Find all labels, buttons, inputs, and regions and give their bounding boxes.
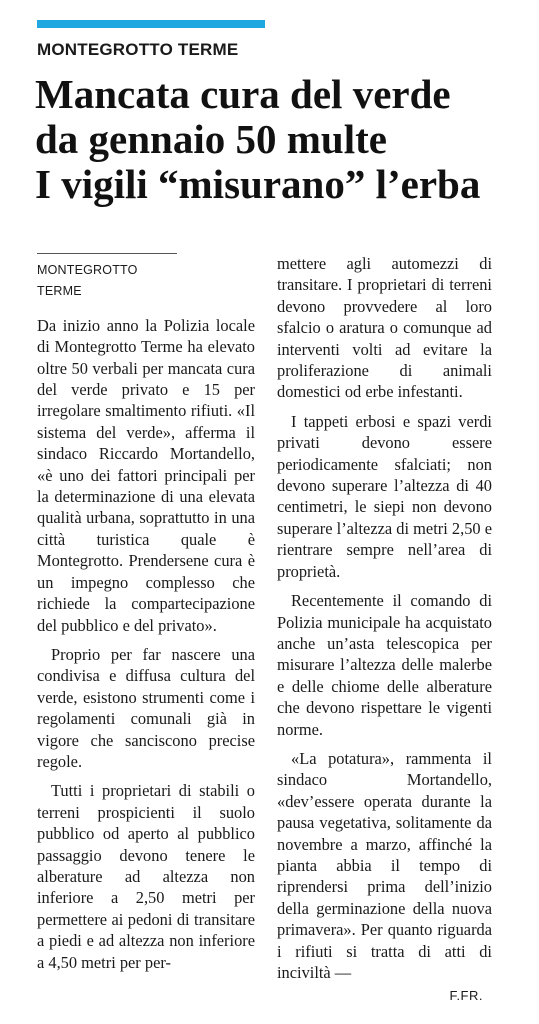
body-paragraph: Da inizio anno la Polizia locale di Montegrotto Terme ha elevato oltre 50 verbali per mancata cura del verde privato e 15 per irregolare smaltimento rifiuti. «Il sistema del verde», afferma il sindaco Riccardo Mortandello, «è uno dei fattori principali per la determinazione di una elevata qualità urbana, soprattutto in una città turistica quale è Montegrotto. Prendersene cura è un impegno complesso che richiede la compartecipazione del pubblico e del privato». <box>37 315 255 635</box>
article-column-left <box>37 253 255 981</box>
body-paragraph: Tutti i proprietari di stabili o terreni prospicienti il suolo pubblico od aperto al pubblico passaggio devono tenere le alberature ad altezza non inferiore a 2,50 metri per permettere ai pedoni di transitare a piedi e ad altezza non inferiore a 4,50 metri per per- <box>37 781 255 972</box>
article-column-right <box>277 253 492 991</box>
headline-line: da gennaio 50 multe <box>35 116 387 162</box>
body-paragraph: Recentemente il comando di Polizia municipale ha acquistato anche un’asta telescopica per misurare l’altezza delle malerbe e delle chiome delle alberature che devono rispettare le vigenti norme. <box>277 591 492 739</box>
headline-line: I vigili “misurano” l’erba <box>35 161 481 207</box>
dateline: MONTEGROTTO TERME <box>37 253 177 303</box>
headline <box>35 72 525 207</box>
body-paragraph: «La potatura», rammenta il sindaco Mortandello, «dev’essere operata durante la pausa vegetativa, solitamente da novembre a marzo, affinché la pianta abbia il tempo di riprendersi prima dell’inizio della germinazione della nuova primavera». Per quanto riguarda i rifiuti si tratta di atti di inciviltà — <box>277 748 492 982</box>
body-paragraph: I tappeti erbosi e spazi verdi privati devono essere periodicamente sfalciati; non devono superare l’altezza di 40 centimetri, le siepi non devono superare l’altezza di metri 2,50 e rientrare sempre nell’area di proprietà. <box>277 411 492 581</box>
headline-line: Mancata cura del verde <box>35 71 451 117</box>
accent-bar <box>37 20 265 28</box>
author-signature: F.FR. <box>449 988 483 1003</box>
body-paragraph: mettere agli automezzi di transitare. I proprietari di terreni devono provvedere al loro sfalcio o aratura o comunque ad interventi volti ad evitare la proliferazione di animali domestici od erbe infestanti. <box>277 254 492 402</box>
body-paragraph: Proprio per far nascere una condivisa e diffusa cultura del verde, esistono strumenti come i regolamenti comunali già in vigore che sanciscono precise regole. <box>37 644 255 771</box>
section-kicker: MONTEGROTTO TERME <box>37 40 239 59</box>
